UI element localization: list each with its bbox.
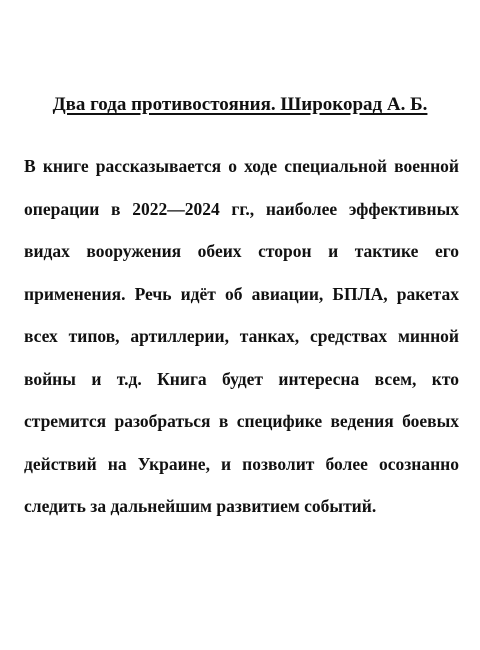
book-title: Два года противостояния. Широкорад А. Б. xyxy=(52,94,428,115)
book-description: В книге рассказывается о ходе специальной военной операции в 2022—2024 гг., наиболее эффективных видах вооружения обеих сторон и тактике его применения. Речь идёт об авиации, БПЛА, ракетах всех типов, артиллерии, танках, средствах минной войны и т.д. Книга будет интересна всем, кто стремится разобраться в специфике ведения боевых действий на Украине, и позволит более осознанно следить за дальнейшим развитием событий. xyxy=(24,156,459,516)
